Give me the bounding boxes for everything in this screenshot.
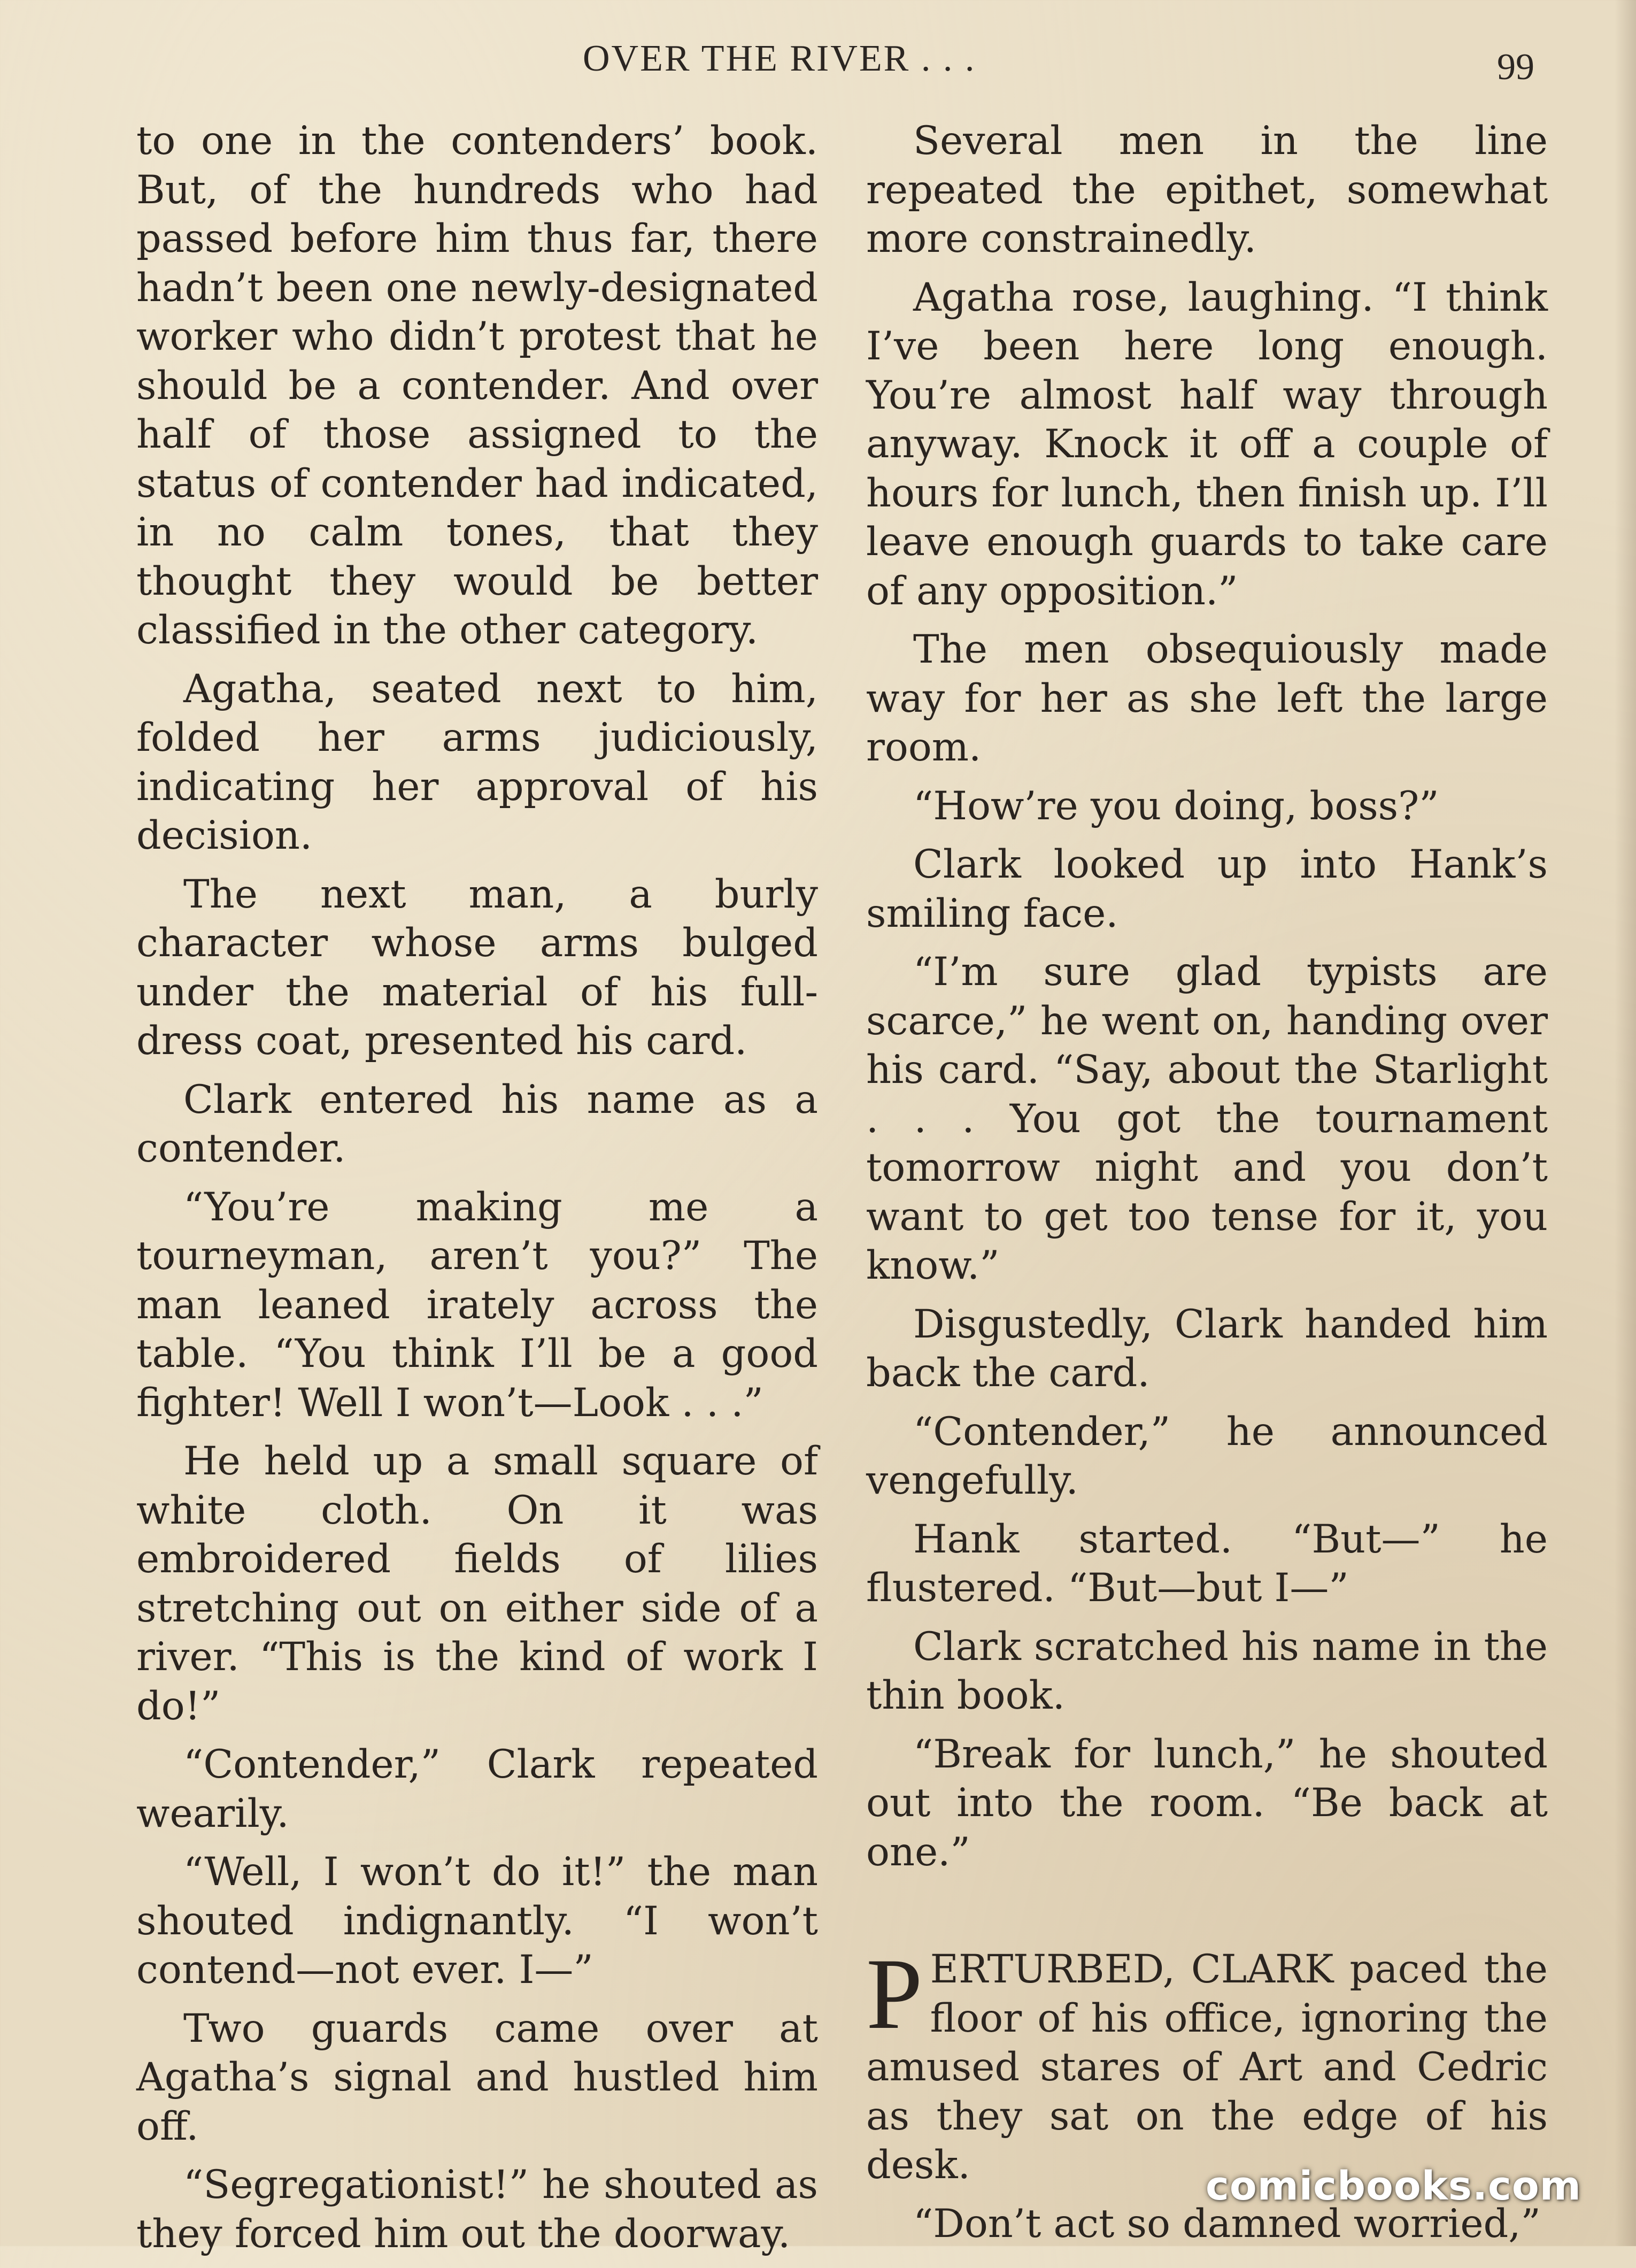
paragraph: Clark scratched his name in the thin book.	[866, 1624, 1548, 1718]
paragraph: Clark looked up into Hank’s smiling face.	[866, 842, 1548, 936]
paragraph: Disgustedly, Clark handed him back the card.	[866, 1301, 1548, 1396]
paragraph: The next man, a burly character whose arms bulged under the material of his full-dress coat, presented his card.	[136, 871, 818, 1064]
paragraph: Clark entered his name as a contender.	[136, 1077, 818, 1171]
right-column	[866, 117, 1548, 2258]
paragraph: “You’re making me a tourneyman, aren’t you?” The man leaned irately across the table. “You think I’ll be a good fighter! Well I won’t—Look . . .”	[136, 1184, 818, 1426]
paragraph: “Contender,” he announced vengefully.	[866, 1409, 1548, 1503]
drop-cap: P	[866, 1938, 923, 2050]
paragraph: “Contender,” Clark repeated wearily.	[136, 1742, 818, 1836]
section-opening-text: ERTURBED, CLARK paced the floor of his office, ignoring the amused stares of Art and Cedric as they sat on the edge of his desk.	[866, 1947, 1548, 2188]
left-column	[136, 117, 818, 2268]
paragraph: “Break for lunch,” he shouted out into the room. “Be back at one.”	[866, 1731, 1548, 1875]
page-number: 99	[1497, 47, 1534, 88]
paragraph: He held up a small square of white cloth. On it was embroidered fields of lilies stretching out on either side of a river. “This is the kind of work I do!”	[136, 1439, 818, 1729]
paragraph: “Well, I won’t do it!” the man shouted indignantly. “I won’t contend—not ever. I—”	[136, 1849, 818, 1993]
paragraph: Agatha, seated next to him, folded her arms judiciously, indicating her approval of his decision.	[136, 666, 818, 858]
watermark: comicbooks.com	[1206, 2163, 1581, 2209]
paragraph: Hank started. “But—” he flustered. “But—but I—”	[866, 1516, 1548, 1611]
page-edge-shadow	[1615, 0, 1636, 2246]
paragraph: The men obsequiously made way for her as she left the large room.	[866, 627, 1548, 770]
section-break	[866, 1886, 1548, 1945]
paragraph: Two guards came over at Agatha’s signal and hustled him off.	[136, 2005, 818, 2149]
section-opening-paragraph	[866, 1938, 1548, 2190]
paragraph: “Segregationist!” he shouted as they forced him out the doorway.	[136, 2162, 818, 2257]
paragraph: Agatha rose, laughing. “I think I’ve been here long enough. You’re almost half way through anyway. Knock it off a couple of hours for lunch, then finish up. I’ll leave enough guards to take care of any opposition.”	[866, 274, 1548, 614]
paragraph: to one in the contenders’ book. But, of the hundreds who had passed before him thus far, there hadn’t been one newly-designated worker who didn’t protest that he should be a contender. And over half of those assigned to the status of contender had indicated, in no calm tones, that they thought they would be better classified in the other category.	[136, 118, 818, 653]
paragraph: “Don’t act so damned worried,”	[913, 2201, 1541, 2247]
paragraph: Several men in the line repeated the epithet, somewhat more constrainedly.	[866, 118, 1548, 262]
paragraph: “I’m sure glad typists are scarce,” he went on, handing over his card. “Say, about the Starlight . . . You got the tournament tomorrow night and you don’t want to get too tense for it, you know.”	[866, 949, 1548, 1288]
running-title: OVER THE RIVER . . .	[583, 38, 976, 79]
paragraph: “How’re you doing, boss?”	[913, 783, 1439, 829]
